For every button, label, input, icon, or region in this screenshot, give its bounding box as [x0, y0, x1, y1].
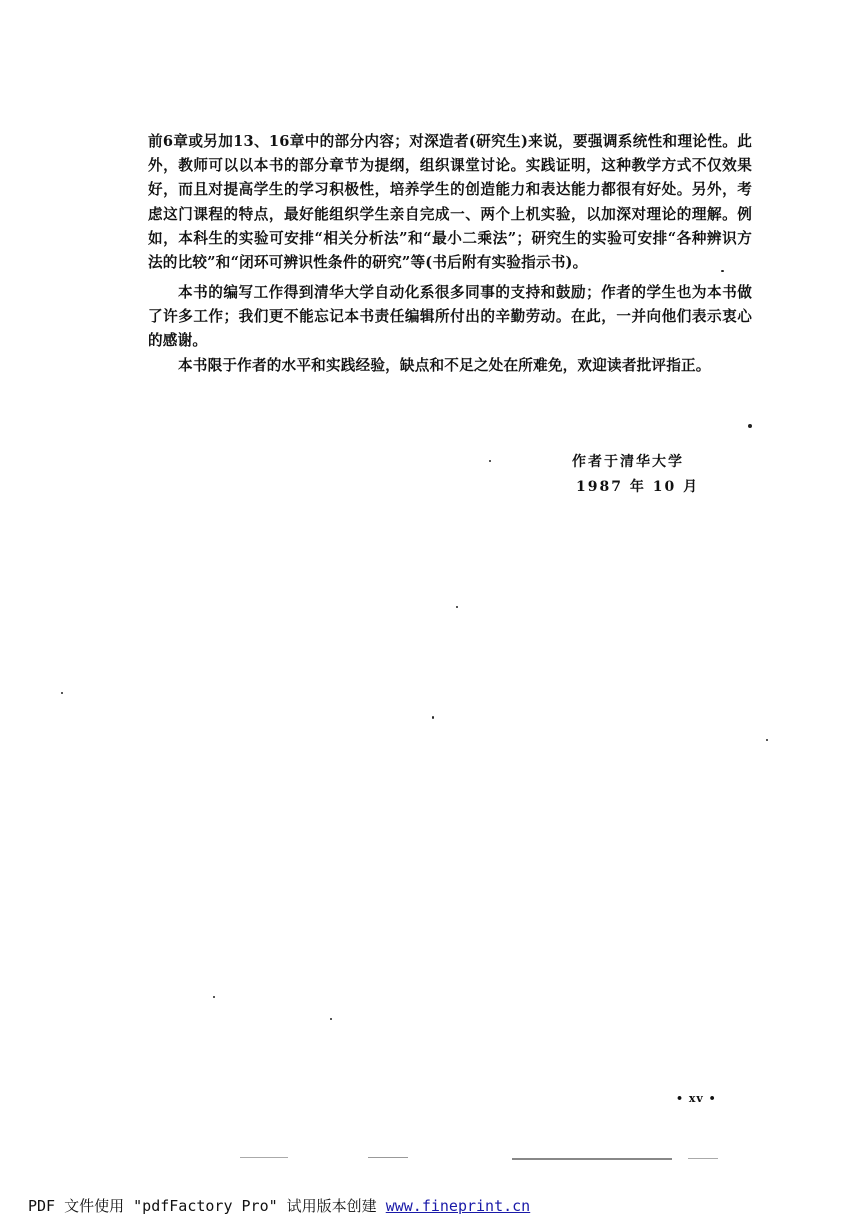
scan-artifact-line: [368, 1157, 408, 1158]
scan-speck: [213, 996, 215, 998]
scan-speck: [489, 460, 491, 462]
signature-date: 1987 年 10 月: [576, 479, 700, 495]
paragraph-acknowledgement: 本书的编写工作得到清华大学自动化系很多同事的支持和鼓励；作者的学生也为本书做了许多工作；我们更不能忘记本书责任编辑所付出的辛勤劳动。在此，一并向他们表示衷心的感谢。: [148, 284, 752, 350]
scan-artifact-line: [688, 1158, 718, 1159]
footer-text: PDF 文件使用 "pdfFactory Pro" 试用版本创建: [28, 1197, 386, 1215]
paragraph-teaching-guidance: 前6章或另加13、16章中的部分内容；对深造者(研究生)来说，要强调系统性和理论性。此外，教师可以以本书的部分章节为提纲，组织课堂讨论。实践证明，这种教学方式不仅效果好，而且对提高学生的学习积极性，培养学生的创造能力和表达能力都很有好处。另外，考虑这门课程的特点，最好能组织学生亲自完成一、两个上机实验，以加深对理论的理解。例如，本科生的实验可安排“相关分析法”和“最小二乘法”；研究生的实验可安排“各种辨识方法的比较”和“闭环可辨识性条件的研究”等(书后附有实验指示书)。: [148, 133, 752, 272]
scan-speck: [432, 716, 434, 719]
scan-speck: [766, 739, 768, 741]
paragraph-closing-remark: 本书限于作者的水平和实践经验，缺点和不足之处在所难免，欢迎读者批评指正。: [178, 357, 711, 374]
page-number: • xv •: [676, 1092, 717, 1105]
scan-speck: [61, 692, 63, 694]
scan-speck: [748, 424, 752, 428]
scan-speck: [456, 606, 458, 608]
scan-speck: [721, 270, 724, 272]
footer-link[interactable]: www.fineprint.cn: [385, 1197, 531, 1215]
pdf-footer: [28, 1195, 530, 1216]
scan-speck: [330, 1018, 332, 1020]
scan-artifact-line: [240, 1157, 288, 1158]
scan-artifact-line: [512, 1158, 672, 1160]
signature-author: 作者于清华大学: [572, 454, 684, 470]
